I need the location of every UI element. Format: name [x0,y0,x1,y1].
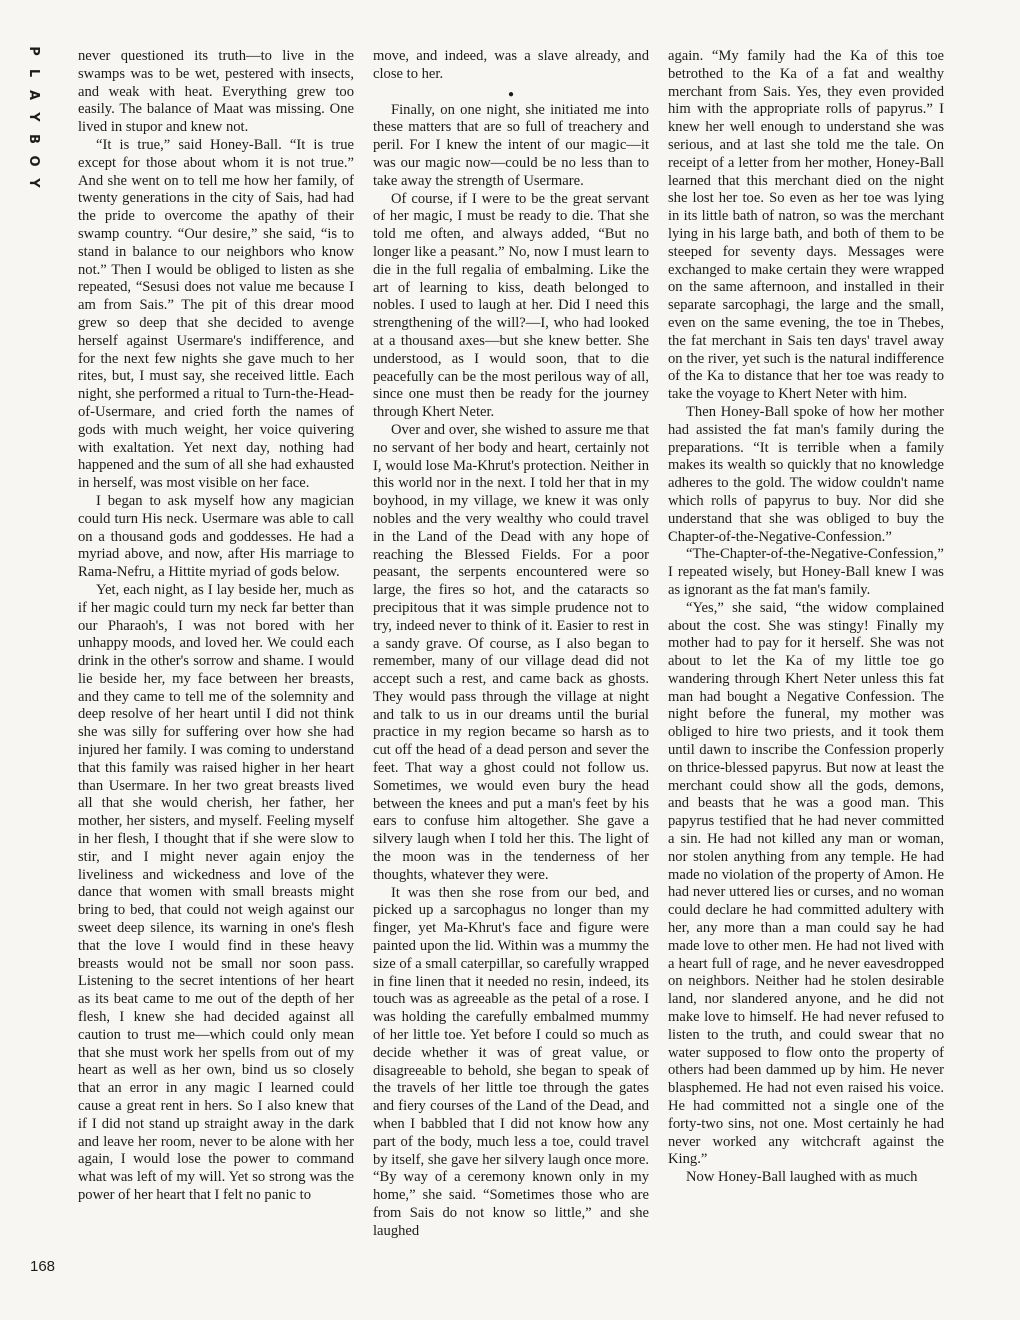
masthead-letter: P [26,46,41,56]
paragraph: again. “My family had the Ka of this toe betrothed to the Ka of a fat and wealthy merchant from Sais. Yes, they even provided him with the appropriate rolls of papyrus.” I knew her well enough to understand she was serious, and at last she told me the tale. On receipt of a letter from her mother, Honey-Ball learned that this merchant died on the night she lost her toe. So even as her toe was lying in its little bath of natron, so was the merchant lying in his large bath, and both of them to be steeped for seventy days. Messages were exchanged to make certain they were wrapped on the same afternoon, and installed in their separate sarcophagi, the large and the small, even on the same evening, the toe in Thebes, the fat merchant in Sais ten days' travel away on the river, yet such is the natural indifference of the Ka to distance that her toe was ready to take the voyage to Khert Neter with him. [668,48,944,403]
masthead-letter: B [26,134,41,144]
masthead-letter: Y [26,178,41,188]
page-number: 168 [30,1258,56,1275]
paragraph: “Yes,” she said, “the widow complained about the cost. She was stingy! Finally my mother had to pay for it herself. She was not about to let the Ka of my little toe go wandering through Khert Neter unless this fat man had bought a Negative Confession. The night before the funeral, my mother was obliged to hire two priests, and it took them until dawn to inscribe the Confession properly on thrice-blessed papyrus. But now at least the merchant could show all the gods, demons, and beasts that he was a good man. This papyrus testified that he had never committed a sin. He had not killed any man or woman, nor stolen anything from any temple. He had made no violation of the property of Amon. He had never uttered lies or curses, and no woman could declare he had committed adultery with her, any more than a man could say he had made love to other men. He had not lived with a heart full of rage, and he never eavesdropped on neighbors. Neither had he stolen desirable land, nor slandered anyone, and he did not make love to himself. He had never refused to listen to the truth, and could swear that no water supposed to flow onto the property of others had been dammed up by him. He never blasphemed. He had not even raised his voice. He had committed not a single one of the forty-two sins, not one. Most certainly he had never worked any witchcraft against the King.” [668,599,944,1168]
masthead-letter: L [26,68,41,78]
masthead-vertical [18,40,48,194]
masthead-letter: O [26,155,41,167]
paragraph: move, and indeed, was a slave already, and close to her. [373,48,649,82]
paragraph: “It is true,” said Honey-Ball. “It is true except for those about whom it is not true.” And she went on to tell me how her family, of twenty generations in the city of Sais, had had the pride to overcome the apathy of their swamp country. “Our desire,” she said, “is to stand in balance to our neighbors who know not.” Then I would be obliged to listen as she repeated, “Sesusi does not value me because I am from Sais.” The pit of this drear mood grew so deep that she decided to avenge herself against Usermare's indifference, and for the next few nights she gave much to her rites, but, I must say, she received little. Each night, she performed a ritual to Turn-the-Head-of-Usermare, and cried forth the names of gods with much weight, her voice quivering with exaltation. Yet next day, nothing had happened and the sum of all she had exhausted in herself, was most visible on her face. [78,136,354,492]
paragraph: Now Honey-Ball laughed with as much [686,1169,918,1186]
paragraph: It was then she rose from our bed, and picked up a sarcophagus no longer than my finger, yet Ma-Khrut's face and figure were painted upon the lid. Within was a mummy the size of a small caterpillar, so carefully wrapped in fine linen that it needed no resin, indeed, its touch was as agreeable as the petal of a rose. I was holding the carefully embalmed mummy of her little toe. Yet before I could so much as decide whether it was of great value, or disagreeable to behold, she began to speak of the travels of her little toe through the gates and fiery courses of the Land of the Dead, and when I babbled that I did not know how any part of the body, much less a toe, could travel by itself, she gave her silvery laugh once more. “By way of a ceremony known only in my home,” she said. “Sometimes those who are from Sais do not know so little,” and she laughed [373,884,649,1239]
paragraph: Yet, each night, as I lay beside her, much as if her magic could turn my neck far better than our Pharaoh's, I was not bored with her unhappy moods, and loved her. We could each drink in the other's sorrow and shame. I would lie beside her, my face between her breasts, and they came to tell me of the solemnity and deep resolve of her heart until I did not think she was silly for suffering over how she had injured her family. I was coming to understand that this family was raised higher in her heart than Usermare. In her two great breasts lived all that she would cherish, her father, her mother, her sisters, and myself. Feeling myself in her flesh, I thought that if she were slow to stir, and I might never again enjoy the liveliness and wickedness and love of the dance that women with small breasts might bring to bed, that could not weigh against our sweet deep silence, its warning in one's flesh that the love I would find in these heavy breasts would not be small nor soon pass. Listening to the secret intentions of her heart as its beat came to me out of the depth of her flesh, I knew she had decided against all caution to trust me—which could only mean that she must work her spells from out of my heart as well as her own, bind us so closely that an error in any magic I learned could cause a great rent in hers. So I also knew that if I did not stand up straight away in the dark and leave her room, never to be alone with her again, I would lose the power to command what was left of my will. Yet so strong was the power of her heart that I felt no panic to [78,581,354,1203]
paragraph: Of course, if I were to be the great servant of her magic, I must be ready to die. That she told me often, and always added, “But no longer like a peasant.” No, now I must learn to die in the full regalia of embalming. Like the art of learning to kiss, death belonged to nobles. I used to laugh at her. Did I need this strengthening of the will?—I, who had looked at a thousand axes—but she knew better. She understood, as I would soon, that to die peacefully can be the most perilous way of all, since one must then be ready for the journey through Khert Neter. [373,190,649,421]
paragraph: Then Honey-Ball spoke of how her mother had assisted the fat man's family during the preparations. “It is terrible when a family makes its wealth so quickly that no knowledge adheres to the gold. The widow couldn't name which rolls of papyrus to buy. Nor did she understand that she was obliged to buy the Chapter-of-the-Negative-Confession.” [668,403,944,545]
masthead-letter: A [26,89,41,101]
paragraph: I began to ask myself how any magician could turn His neck. Usermare was able to call on a thousand gods and goddesses. He had a myriad above, and now, after His marriage to Rama-Nefru, a Hittite myriad of gods below. [78,492,354,581]
text-column-2 [373,48,649,1241]
text-column-1 [78,48,354,1205]
paragraph: never questioned its truth—to live in the swamps was to be wet, pestered with insects, and weak with heat. Everything grew too easily. The balance of Maat was missing. One lived in stupor and knew not. [78,48,354,136]
paragraph: Over and over, she wished to assure me that no servant of her body and heart, certainly not I, would lose Ma-Khrut's protection. Neither in this world nor in the next. I told her that in my boyhood, in my village, we knew it was only nobles and the very wealthy who could travel in the Land of the Dead with any hope of reaching the Blessed Fields. For a poor peasant, the serpents encountered were so large, the fires so hot, and the cataracts so precipitous that it was simple prudence not to try, indeed never to think of it. Easier to rest in a sandy grave. Of course, as I also began to remember, many of our village dead did not accept such a rest, and came back as ghosts. They would pass through the village at night and talk to us in our dreams until the burial practice in my region became so harsh as to cut off the head of a dead person and sever the feet. That way a ghost could not follow us. Sometimes, we would even bury the head between the knees and put a man's feet by his ears to confuse him altogether. She gave a silvery laugh when I told her this. The light of the moon was in the tenderness of her thoughts, whatever they were. [373,421,649,883]
paragraph: Finally, on one night, she initiated me into these matters that are so full of treachery and peril. For I knew the intent of our magic—it was our magic now—could be no less than to take away the strength of Usermare. [373,101,649,189]
paragraph: “The-Chapter-of-the-Negative-Confession,” I repeated wisely, but Honey-Ball knew I was as ignorant as the fat man's family. [668,546,944,598]
masthead-letter: Y [26,112,41,122]
text-column-3 [668,48,944,1187]
section-break-dot: ● [507,88,515,100]
